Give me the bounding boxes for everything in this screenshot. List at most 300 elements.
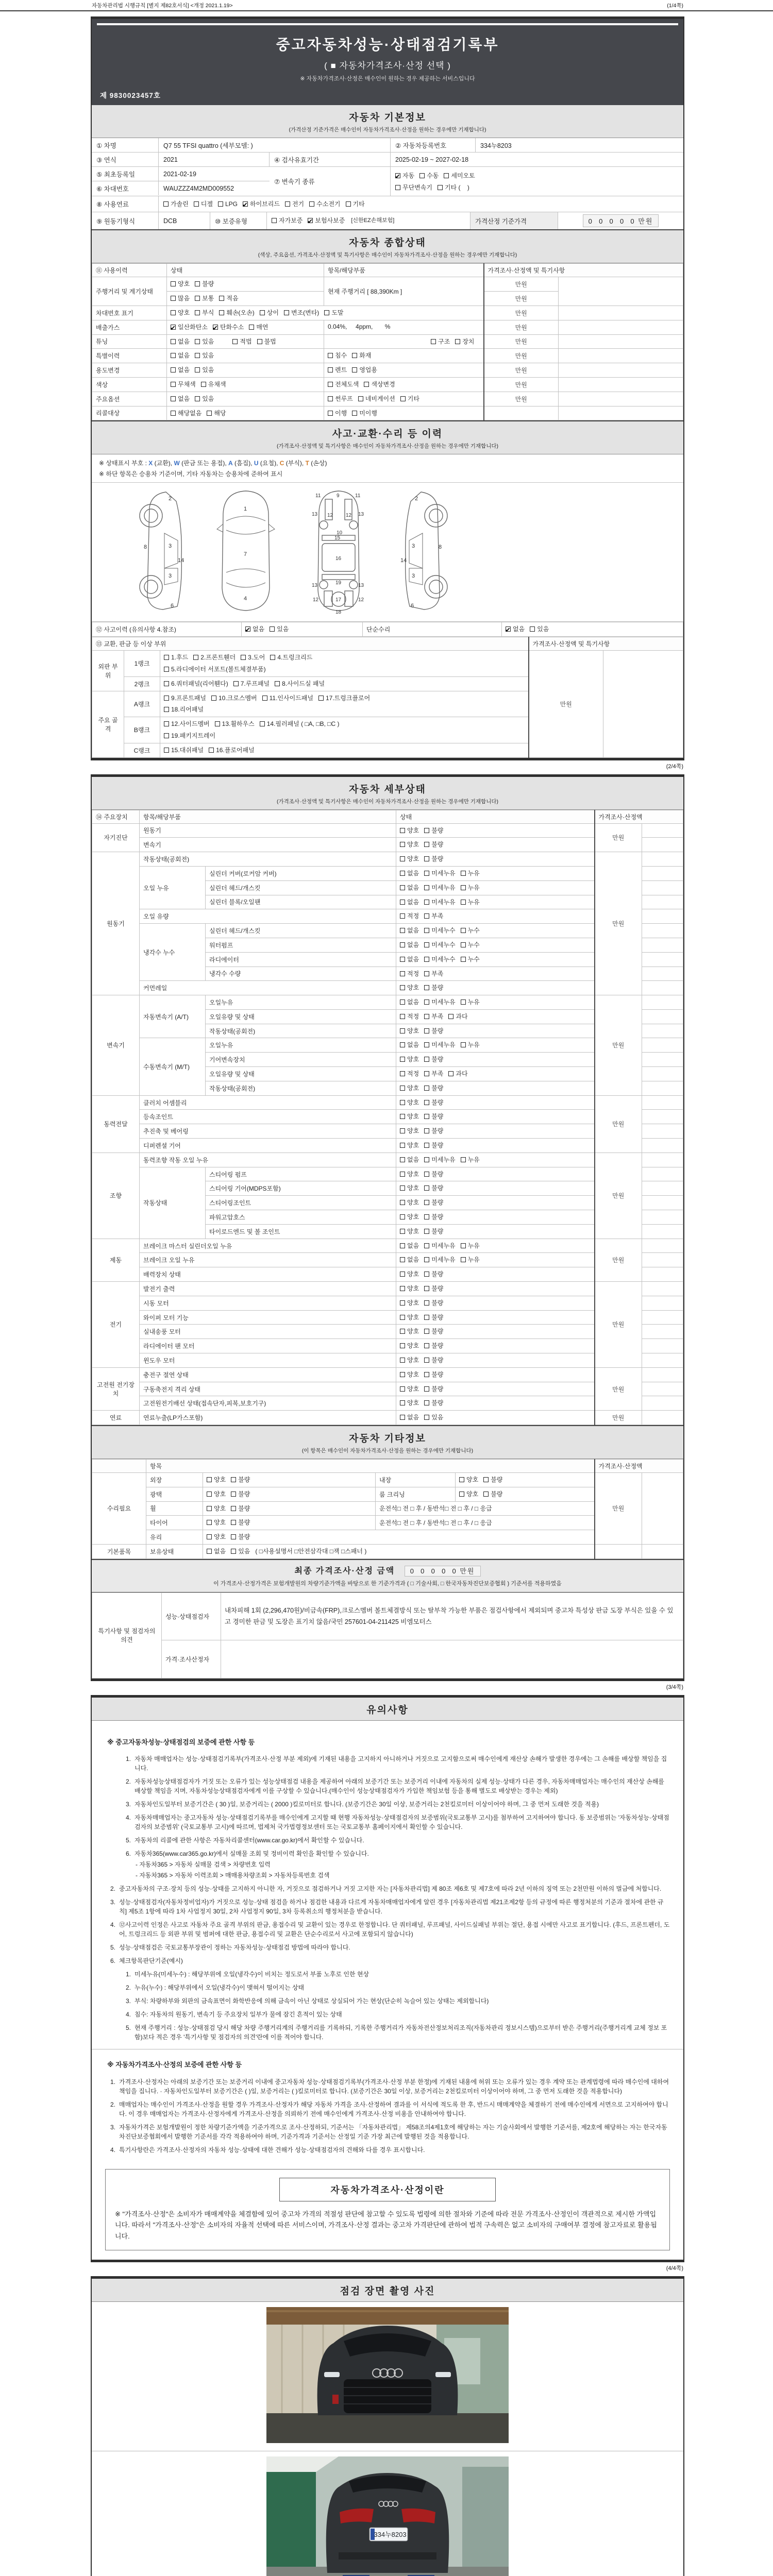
notice-section-header: ※ 자동차가격조사·산정의 보증에 관한 사항 등: [107, 2061, 242, 2069]
checkbox[interactable]: 불량: [424, 1383, 443, 1395]
checkbox[interactable]: 6.쿼터패널(리어휀다): [164, 678, 228, 690]
svg-text:12: 12: [358, 597, 364, 603]
page-4-box: [91, 2276, 684, 2576]
engine-type-label: ⑨ 원동기형식: [92, 212, 159, 229]
car-damage-diagrams: [92, 482, 683, 622]
fuel-type-label: ⑧ 사용연료: [92, 196, 159, 212]
checkbox[interactable]: 도말: [324, 307, 343, 319]
col-item-part: 항목/해당부품: [140, 810, 396, 823]
checkbox[interactable]: 양호: [171, 307, 190, 319]
checkbox[interactable]: 양호: [400, 1383, 419, 1395]
checkbox[interactable]: 미이행: [352, 408, 377, 419]
checkbox[interactable]: 5.라디에이터 서포트(볼트체결부품): [164, 664, 266, 675]
checkbox[interactable]: 8.사이드실 패널: [275, 678, 325, 690]
basic-info-table: [92, 138, 683, 229]
checkbox[interactable]: 미세누유: [424, 882, 455, 894]
checkbox[interactable]: 불량: [424, 1211, 443, 1223]
checkbox[interactable]: 2.프론트휀더: [193, 652, 236, 664]
checkbox[interactable]: 양호: [400, 1111, 419, 1123]
checkbox[interactable]: 미세누유: [424, 1240, 455, 1252]
page-number-3: (3/4쪽): [666, 1684, 683, 1690]
checkbox[interactable]: 미세누유: [424, 996, 455, 1008]
device-label: 연료: [92, 1411, 140, 1425]
checkbox[interactable]: 불량: [424, 1397, 443, 1409]
checkbox[interactable]: 11.인사이드패널: [262, 692, 313, 704]
checkbox[interactable]: 불량: [424, 1197, 443, 1209]
state-options: [396, 1181, 595, 1196]
checkbox[interactable]: 적정: [400, 968, 419, 980]
checkbox[interactable]: 미세누수: [424, 939, 455, 951]
checkbox[interactable]: 부식: [195, 307, 214, 319]
checkbox[interactable]: 양호: [400, 1025, 419, 1037]
checkbox[interactable]: 없음: [400, 1254, 419, 1266]
checkbox[interactable]: 적정: [400, 1068, 419, 1080]
checkbox[interactable]: 자가보증: [272, 215, 303, 227]
exchange-rank-table: ⑬ 교환, 판금 등 이상 부위 가격조사·산정액 및 특기사항 외판 부위 1랭크 1.후드 2.프론트휀더 3.도어 4.트렁크리드 5.라디에이터 서포트(볼트체결부품) 만원 2랭크 6.쿼터패널(리어휀다) 7.루프패널 8.사이드실 패널 주요 골격 A랭크 9.프론트패널 10.크로스멤버 11.인사이드패널 17.트렁크플로어 18.리어패널 B랭크 12.사이드멤버 13.휠하우스 14.필러패널 ( □A, □B, □C ) 19.패키지트레이 C랭크 15.대쉬패널 16.플로어패널: [92, 637, 683, 757]
checkbox[interactable]: 불량: [424, 1268, 443, 1280]
checkbox[interactable]: 많음: [171, 293, 190, 304]
legend-code: C: [279, 460, 284, 467]
checkbox[interactable]: 양호: [400, 1140, 419, 1151]
item-label: 원동기: [140, 823, 396, 838]
checkbox[interactable]: 미세누유: [424, 868, 455, 879]
checkbox[interactable]: 있음: [195, 364, 214, 376]
checkbox[interactable]: 있음: [195, 336, 214, 348]
svg-text:11: 11: [315, 493, 321, 499]
checkbox[interactable]: 불량: [195, 278, 214, 290]
checkbox[interactable]: 불량: [231, 1531, 250, 1543]
checkbox[interactable]: 있음: [530, 623, 549, 635]
checkbox[interactable]: 누수: [461, 939, 480, 951]
state-options: [396, 1095, 595, 1110]
vin-value: WAUZZZ4M2MD009552: [163, 184, 234, 192]
checkbox[interactable]: 불량: [231, 1474, 250, 1486]
appraiser-opinion-text: [221, 1640, 683, 1678]
svg-text:2: 2: [169, 496, 172, 502]
checkbox[interactable]: 불량: [424, 853, 443, 865]
item-label: 작동상태(공회전): [206, 1081, 396, 1095]
checkbox-checked[interactable]: ✔ 없음: [245, 623, 264, 635]
checkbox[interactable]: 양호: [400, 1182, 419, 1194]
checkbox[interactable]: 화재: [352, 350, 371, 362]
checkbox[interactable]: 미세누유: [424, 1039, 455, 1051]
row-label: 튜닝: [92, 334, 167, 349]
checkbox[interactable]: 불량: [483, 1488, 502, 1500]
checkbox[interactable]: 적법: [232, 336, 251, 348]
final-price-band: [92, 1559, 683, 1592]
state-options: [396, 1325, 595, 1339]
checkbox[interactable]: 영업용: [352, 364, 377, 376]
transmission-options: [391, 167, 683, 196]
checkbox[interactable]: 불량: [424, 1312, 443, 1324]
notice-item: 4. ⑫사고이력 인정은 사고로 자동차 주요 골격 부위의 판금, 용접수리 및 교환이 있는 경우로 한정합니다. 단 쿼터패널, 루프패널, 사이드실패널 부위는 절단, 용접 시에만 사고로 표기합니다. (후드, 프론트펜더, 도어, 트렁크리드 등 외판 부위 및 범퍼에 대한 판금, 용접수리 및 교환은 단순수리로서 사고에 포함되지 않습니다): [110, 1921, 670, 1938]
item-label: 기어변속장치: [206, 1053, 396, 1067]
checkbox[interactable]: 양호: [400, 1197, 419, 1209]
checkbox[interactable]: 없음: [171, 393, 190, 405]
row-label: 리콜대상: [92, 406, 167, 420]
rankB-options: [160, 717, 529, 743]
checkbox[interactable]: 불량: [424, 982, 443, 994]
checkbox[interactable]: 가솔린: [163, 198, 189, 210]
checkbox[interactable]: 없음: [400, 882, 419, 894]
rank2-options: [160, 676, 529, 691]
checkbox[interactable]: 색상변경: [364, 379, 395, 391]
price-cell: 만원: [595, 1095, 642, 1153]
checkbox[interactable]: 없음: [171, 364, 190, 376]
checkbox[interactable]: 없음: [400, 1412, 419, 1423]
checkbox[interactable]: 해당: [207, 408, 226, 419]
state-options: [396, 1396, 595, 1411]
checkbox[interactable]: 없음: [400, 925, 419, 937]
checkbox[interactable]: 부족: [424, 1011, 443, 1023]
document-title: 중고자동차성능·상태점검기록부: [276, 37, 499, 53]
detail-status-header: 자동차 세부상태 (가격조사·산정액 및 특기사항은 매수인이 자동차가격조사·산정을 원하는 경우에만 기재합니다): [92, 777, 683, 810]
checkbox[interactable]: 양호: [400, 982, 419, 994]
sub-group-label: 자동변속기 (A/T): [140, 995, 206, 1038]
checkbox[interactable]: 불량: [424, 1140, 443, 1151]
checkbox[interactable]: 훼손(오손): [219, 307, 254, 319]
odometer-value: 현재 주행거리 [ 88,390Km ]: [324, 277, 484, 306]
checkbox[interactable]: 양호: [400, 1211, 419, 1223]
price-cell: 만원: [595, 852, 642, 995]
checkbox[interactable]: 양호: [400, 1097, 419, 1109]
svg-text:13: 13: [358, 512, 364, 518]
checkbox[interactable]: 디젤: [194, 198, 213, 210]
item-label: 오일유량 및 상태: [206, 1009, 396, 1024]
svg-text:13: 13: [312, 512, 318, 518]
checkbox[interactable]: 4.트렁크리드: [270, 652, 312, 664]
checkbox[interactable]: 불량: [483, 1474, 502, 1486]
page-number-4: (4/4쪽): [666, 2265, 683, 2272]
svg-text:17: 17: [335, 597, 342, 603]
state-options: [396, 981, 595, 995]
col-price: 가격조사·산정액 및 특기사항: [484, 264, 683, 277]
checkbox[interactable]: 있음: [195, 393, 214, 405]
state-options: [396, 995, 595, 1010]
checkbox[interactable]: 없음: [207, 1546, 226, 1557]
checkbox[interactable]: 불량: [424, 1182, 443, 1194]
checkbox[interactable]: 적정: [400, 910, 419, 922]
checkbox[interactable]: 양호: [400, 1354, 419, 1366]
inspection-period-label: ④ 검사유효기간: [270, 152, 391, 166]
checkbox[interactable]: 누유: [461, 1039, 480, 1051]
svg-text:6: 6: [171, 603, 174, 609]
checkbox[interactable]: 기타: [400, 393, 419, 405]
checkbox[interactable]: 침수: [328, 350, 347, 362]
item-label: 윈도우 모터: [140, 1353, 396, 1368]
checkbox[interactable]: 18.리어패널: [164, 704, 204, 716]
checkbox[interactable]: 불량: [424, 1082, 443, 1094]
checkbox[interactable]: 세미오토: [444, 170, 475, 182]
price-definition-box: [105, 2169, 670, 2250]
checkbox[interactable]: 누유: [461, 1240, 480, 1252]
checkbox[interactable]: 양호: [459, 1474, 478, 1486]
checkbox[interactable]: 3.도어: [241, 652, 265, 664]
first-reg-label: ⑤ 최초등록일: [92, 167, 159, 181]
checkbox[interactable]: 불량: [424, 1168, 443, 1180]
checkbox[interactable]: 10.크로스멤버: [211, 692, 257, 704]
document-subnote: ※ 자동차가격조사·산정은 매수인이 원하는 경우 제공하는 서비스입니다: [300, 76, 475, 82]
checkbox[interactable]: 적음: [219, 293, 238, 304]
checkbox-checked[interactable]: ✔ 보험사보증: [308, 215, 345, 227]
checkbox[interactable]: 없음: [171, 336, 190, 348]
state-options: [396, 823, 595, 838]
checkbox[interactable]: 장치: [455, 336, 474, 348]
checkbox-checked[interactable]: ✔ 일산화탄소: [171, 321, 208, 333]
checkbox[interactable]: 없음: [400, 996, 419, 1008]
checkbox[interactable]: 불량: [231, 1503, 250, 1515]
checkbox[interactable]: 과다: [448, 1068, 467, 1080]
svg-text:12: 12: [346, 513, 352, 519]
checkbox[interactable]: 양호: [400, 1312, 419, 1324]
checkbox[interactable]: 15.대쉬패널: [164, 744, 204, 756]
checkbox[interactable]: 기타 ( ): [438, 182, 469, 194]
item-label: 실내송풍 모터: [140, 1325, 396, 1339]
checkbox[interactable]: 양호: [400, 1125, 419, 1137]
checkbox[interactable]: 13.휠하우스: [215, 718, 255, 730]
repair-needed-label: 수리필요: [92, 1473, 146, 1545]
device-label: 조향: [92, 1153, 140, 1239]
checkbox[interactable]: 1.후드: [164, 652, 188, 664]
tire-options: [203, 1516, 376, 1530]
checkbox[interactable]: 있음: [424, 1412, 443, 1423]
checkbox[interactable]: 보통: [195, 293, 214, 304]
item-label: 오일유량 및 상태: [206, 1067, 396, 1081]
checkbox[interactable]: 양호: [207, 1474, 226, 1486]
checkbox[interactable]: 없음: [171, 350, 190, 362]
checkbox[interactable]: 구조: [431, 336, 450, 348]
rankA-options: [160, 691, 529, 717]
checkbox[interactable]: 적정: [400, 1011, 419, 1023]
accident-history-row: [92, 622, 683, 637]
car-name-label: ① 차명: [92, 138, 159, 152]
checkbox[interactable]: 전체도색: [328, 379, 359, 391]
accident-header: 사고·교환·수리 등 이력 (가격조사·산정액 및 특기사항은 매수인이 자동차가격조사·산정을 원하는 경우에만 기재합니다): [92, 420, 683, 454]
checkbox[interactable]: LPG: [218, 198, 238, 210]
item-label: 파워고압호스: [206, 1210, 396, 1225]
notices-header: [92, 1698, 683, 1721]
checkbox[interactable]: 17.트렁크플로어: [318, 692, 370, 704]
checkbox[interactable]: 부족: [424, 910, 443, 922]
checkbox[interactable]: 미세누유: [424, 1154, 455, 1166]
checkbox[interactable]: 불량: [424, 1283, 443, 1295]
checkbox[interactable]: 누유: [461, 996, 480, 1008]
checkbox[interactable]: 누유: [461, 896, 480, 908]
checkbox[interactable]: 불량: [424, 1111, 443, 1123]
checkbox[interactable]: 불량: [424, 1097, 443, 1109]
checkbox[interactable]: 없음: [400, 1039, 419, 1051]
checkbox[interactable]: 부족: [424, 968, 443, 980]
checkbox[interactable]: 썬루프: [328, 393, 353, 405]
warranty-insurer: [신한EZ손해보험]: [351, 217, 395, 224]
checkbox[interactable]: 없음: [400, 1154, 419, 1166]
checkbox[interactable]: 양호: [400, 825, 419, 837]
state-options: [396, 1339, 595, 1353]
checkbox[interactable]: 양호: [171, 278, 190, 290]
polish-options: [203, 1487, 376, 1501]
checkbox[interactable]: 불량: [424, 1326, 443, 1337]
checkbox[interactable]: 불량: [424, 1226, 443, 1238]
state-options: [396, 1024, 595, 1038]
checkbox[interactable]: 양호: [400, 1226, 419, 1238]
notice-item: 1. 가격조사·산정자는 아래의 보증기간 또는 보증거리 이내에 중고자동차 성능·상태점검기록부(가격조사·산정 부분 한정)에 기재된 내용에 허위 또는 오류가 있는 경우 계약 또는 관계법령에 따라 매수인에 대하여 책임을 집니다. · 자동차인도일부터 보증기간은 ( )일, 보증거리는 ( )킬로미터로 합니다. (보증기간은 30일 이상, 보증거리는 2천킬로미터 이상이어야 하며, 그 중 먼저 도래한 것을 적용합니다): [110, 2078, 669, 2095]
checkbox[interactable]: 무채색: [171, 379, 196, 391]
checkbox[interactable]: 불법: [257, 336, 276, 348]
checkbox[interactable]: 있음: [231, 1546, 250, 1557]
device-label: 변속기: [92, 995, 140, 1096]
simple-repair-options: [502, 622, 683, 637]
checkbox[interactable]: 9.프론트패널: [164, 692, 206, 704]
state-options: [396, 1009, 595, 1024]
checkbox[interactable]: 양호: [400, 1168, 419, 1180]
checkbox[interactable]: 미세누수: [424, 925, 455, 937]
checkbox[interactable]: 수소전기: [309, 198, 340, 210]
checkbox-checked[interactable]: ✔ 없음: [506, 623, 525, 635]
checkbox[interactable]: 유채색: [201, 379, 226, 391]
hold-state-label: 보유상태: [146, 1544, 203, 1558]
price-definition-title: 자동차가격조사·산정이란: [279, 2178, 496, 2201]
checkbox[interactable]: 16.플로어패널: [209, 744, 255, 756]
checkbox[interactable]: 네비게이션: [358, 393, 395, 405]
item-label: 브레이크 오일 누유: [140, 1253, 396, 1267]
checkbox[interactable]: 매연: [249, 321, 268, 333]
tire-positions: 운전석□ 전 □ 후 / 동반석□ 전 □ 후 / □ 응급: [376, 1516, 595, 1530]
checkbox[interactable]: 누수: [461, 954, 480, 965]
checkbox[interactable]: 미세누유: [424, 1254, 455, 1266]
item-label: 시동 모터: [140, 1296, 396, 1310]
checkbox[interactable]: 미세누수: [424, 954, 455, 965]
state-options: [396, 1124, 595, 1139]
notice-item: 2. 매매업자는 매수인이 가격조사·산정을 원할 경우 가격조사·산정자가 해당 자동차 가격을 조사·산정하여 결과를 이 서식에 적도록 한 후, 반드시 매매계약을 체결하기 전에 매수인에게 서면으로 고지하여야 합니다. 이 경우 매매업자는 가격조사·산정자에게 가격조사·산정을 의뢰하기 전에 매수인에게 가격조사·산정 비용을 안내하여야 합니다.: [110, 2100, 668, 2117]
svg-text:3: 3: [169, 543, 172, 550]
checkbox[interactable]: 있음: [270, 623, 289, 635]
svg-text:13: 13: [312, 583, 318, 589]
checkbox[interactable]: 없음: [400, 939, 419, 951]
checkbox-checked[interactable]: ✔ 탄화수소: [213, 321, 244, 333]
checkbox[interactable]: 상이: [260, 307, 279, 319]
checkbox[interactable]: 누유: [461, 882, 480, 894]
device-label: 제동: [92, 1239, 140, 1281]
notice-item: 6. 체크항목판단기준(예시): [110, 1957, 183, 1965]
state-options: [396, 1167, 595, 1181]
checkbox[interactable]: 12.사이드멤버: [164, 718, 210, 730]
checkbox[interactable]: 불량: [424, 1125, 443, 1137]
first-reg-value: 2021-02-19: [163, 170, 196, 178]
photos-header: [92, 2279, 683, 2302]
checkbox[interactable]: 누유: [461, 1154, 480, 1166]
checkbox[interactable]: 양호: [400, 1082, 419, 1094]
wheel-options: [203, 1501, 376, 1516]
checkbox[interactable]: 이행: [328, 408, 347, 419]
checkbox[interactable]: 수동: [419, 170, 439, 182]
checkbox[interactable]: 없음: [400, 954, 419, 965]
checkbox[interactable]: 양호: [400, 853, 419, 865]
checkbox-checked[interactable]: ✔ 하이브리드: [243, 198, 280, 210]
checkbox[interactable]: 무단변속기: [395, 182, 432, 194]
inspection-period-value: 2025-02-19 ~ 2027-02-18: [395, 156, 469, 163]
checkbox[interactable]: 불량: [231, 1517, 250, 1529]
checkbox[interactable]: 불량: [424, 1369, 443, 1381]
checkbox[interactable]: 양호: [400, 1283, 419, 1295]
document-subtitle: ( ■ 자동차가격조사·산정 선택 ): [324, 61, 451, 71]
device-label: 고전원 전기장치: [92, 1367, 140, 1410]
photo-rear-cell: [92, 2451, 683, 2576]
checkbox[interactable]: 불량: [424, 1054, 443, 1065]
state-options: [396, 1282, 595, 1296]
item-label: 실린더 블록/오일팬: [206, 895, 396, 909]
checkbox[interactable]: 기타: [346, 198, 365, 210]
checkbox[interactable]: 14.필러패널 ( □A, □B, □C ): [260, 718, 340, 730]
checkbox[interactable]: 양호: [207, 1503, 226, 1515]
svg-text:7: 7: [244, 551, 247, 558]
checkbox[interactable]: 19.패키지트레이: [164, 730, 215, 742]
checkbox[interactable]: 불량: [424, 825, 443, 837]
checkbox[interactable]: 누수: [461, 925, 480, 937]
checkbox[interactable]: 없음: [400, 1240, 419, 1252]
checkbox-checked[interactable]: ✔자동: [395, 170, 414, 182]
checkbox[interactable]: 미세누유: [424, 896, 455, 908]
svg-text:11: 11: [355, 493, 361, 499]
state-options: [396, 952, 595, 967]
checkbox[interactable]: 있음: [195, 350, 214, 362]
item-label: 구동축전지 격리 상태: [140, 1382, 396, 1396]
checkbox[interactable]: 불량: [424, 1025, 443, 1037]
item-label: 오일누유: [206, 995, 396, 1010]
hold-options: 없음 있음 ( □사용설명서 □안전삼각대 □잭 □스패너 ): [203, 1544, 595, 1558]
notices-body: [92, 1721, 683, 2164]
checkbox[interactable]: 양호: [400, 1054, 419, 1065]
checkbox[interactable]: 누유: [461, 868, 480, 879]
checkbox[interactable]: 불량: [424, 839, 443, 851]
checkbox[interactable]: 없음: [400, 868, 419, 879]
state-options: [396, 1382, 595, 1396]
checkbox[interactable]: 양호: [400, 1297, 419, 1309]
checkbox[interactable]: 불량: [424, 1354, 443, 1366]
svg-text:19: 19: [335, 580, 342, 586]
car-name-value: Q7 55 TFSI quattro (세부모델: ): [159, 138, 391, 152]
col-item: 항목/해당부품: [324, 264, 484, 277]
checkbox[interactable]: 불량: [424, 1297, 443, 1309]
notice-item: 3. 자동차가격은 보험개발원이 정한 차량기준가액을 기준가격으로 조사·산정하되, 기준서는 「자동차관리법」 제58조의4제1호에 해당하는 자는 기술사회에서 발행한 기준서를, 제2호에 해당하는 자는 한국자동차진단보증협회에서 발행한 기준서를 각각 적용하여야 하며, 기준가격과 기준서는 산정일 기준 가장 최근에 발행된 것을 적용합니다.: [110, 2123, 667, 2140]
checkbox[interactable]: 양호: [400, 1340, 419, 1352]
reg-no-value: 334누8203: [480, 142, 512, 149]
checkbox[interactable]: 렌트: [328, 364, 347, 376]
checkbox[interactable]: 양호: [400, 1268, 419, 1280]
checkbox[interactable]: 누유: [461, 1254, 480, 1266]
svg-text:2: 2: [415, 496, 418, 502]
checkbox[interactable]: 양호: [459, 1488, 478, 1500]
basic-info-title: 자동차 기본정보: [349, 112, 426, 123]
checkbox[interactable]: 양호: [400, 839, 419, 851]
transmission-type-label: ⑦ 변속기 종류: [270, 167, 391, 196]
checkbox[interactable]: 변조(변타): [284, 307, 319, 319]
checkbox[interactable]: 전기: [285, 198, 304, 210]
checkbox[interactable]: 양호: [207, 1531, 226, 1543]
checkbox[interactable]: 불량: [231, 1488, 250, 1500]
checkbox[interactable]: 양호: [400, 1397, 419, 1409]
checkbox[interactable]: 양호: [207, 1517, 226, 1529]
checkbox[interactable]: 양호: [400, 1326, 419, 1337]
checkbox[interactable]: 해당없음: [171, 408, 201, 419]
checkbox[interactable]: 없음: [400, 896, 419, 908]
checkbox[interactable]: 과다: [448, 1011, 467, 1023]
checkbox[interactable]: 양호: [207, 1488, 226, 1500]
checkbox[interactable]: 부족: [424, 1068, 443, 1080]
checkbox[interactable]: 양호: [400, 1369, 419, 1381]
item-label: 작동상태(공회전): [206, 1024, 396, 1038]
checkbox[interactable]: 7.루프패널: [233, 678, 270, 690]
checkbox[interactable]: 불량: [424, 1340, 443, 1352]
